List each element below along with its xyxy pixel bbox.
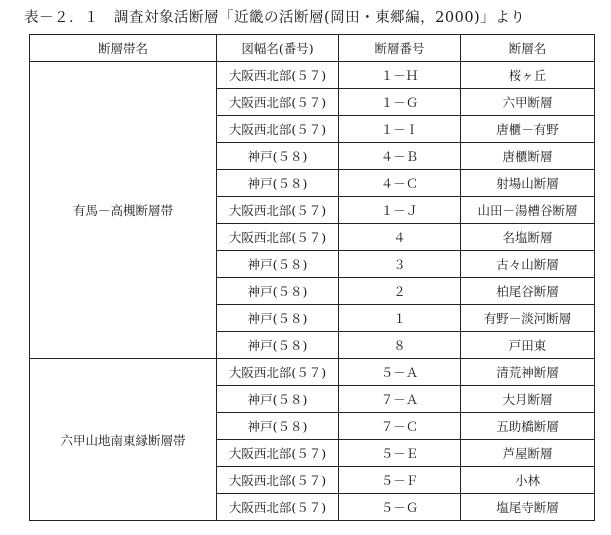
sheet-cell: 大阪西北部(５７) bbox=[217, 467, 339, 494]
fault-name-cell: 柏尾谷断層 bbox=[461, 278, 595, 305]
fault-number-cell: ３ bbox=[339, 251, 461, 278]
fault-number-cell: ５－Ａ bbox=[339, 359, 461, 386]
header-number: 断層番号 bbox=[339, 35, 461, 62]
sheet-cell: 大阪西北部(５７) bbox=[217, 224, 339, 251]
sheet-cell: 大阪西北部(５７) bbox=[217, 494, 339, 521]
fault-number-cell: ４ bbox=[339, 224, 461, 251]
fault-name-cell: 塩尾寺断層 bbox=[461, 494, 595, 521]
sheet-cell: 神戸(５８) bbox=[217, 251, 339, 278]
sheet-cell: 神戸(５８) bbox=[217, 143, 339, 170]
table-row bbox=[30, 359, 595, 386]
fault-name-cell: 古々山断層 bbox=[461, 251, 595, 278]
sheet-cell: 大阪西北部(５７) bbox=[217, 359, 339, 386]
fault-number-cell: ８ bbox=[339, 332, 461, 359]
fault-name-cell: 大月断層 bbox=[461, 386, 595, 413]
zone-name-cell: 有馬－高槻断層帯 bbox=[30, 62, 217, 359]
sheet-cell: 大阪西北部(５７) bbox=[217, 62, 339, 89]
fault-name-cell: 有野－淡河断層 bbox=[461, 305, 595, 332]
fault-name-cell: 唐櫃－有野 bbox=[461, 116, 595, 143]
fault-number-cell: ５－Ｆ bbox=[339, 467, 461, 494]
header-fault: 断層名 bbox=[461, 35, 595, 62]
zone-name-cell: 六甲山地南東縁断層帯 bbox=[30, 359, 217, 521]
fault-name-cell: 芦屋断層 bbox=[461, 440, 595, 467]
fault-name-cell: 六甲断層 bbox=[461, 89, 595, 116]
fault-number-cell: ５－Ｅ bbox=[339, 440, 461, 467]
fault-number-cell: １－Ｇ bbox=[339, 89, 461, 116]
sheet-cell: 大阪西北部(５７) bbox=[217, 89, 339, 116]
fault-number-cell: ７－Ｃ bbox=[339, 413, 461, 440]
fault-name-cell: 射場山断層 bbox=[461, 170, 595, 197]
fault-name-cell: 戸田東 bbox=[461, 332, 595, 359]
fault-name-cell: 清荒神断層 bbox=[461, 359, 595, 386]
header-row bbox=[30, 35, 595, 62]
sheet-cell: 神戸(５８) bbox=[217, 332, 339, 359]
table-row bbox=[30, 62, 595, 89]
header-zone: 断層帯名 bbox=[30, 35, 217, 62]
fault-number-cell: ７－Ａ bbox=[339, 386, 461, 413]
sheet-cell: 神戸(５８) bbox=[217, 386, 339, 413]
fault-name-cell: 小林 bbox=[461, 467, 595, 494]
table-caption: 表－２．１ 調査対象活断層「近畿の活断層(岡田・東郷編，2000)」より bbox=[24, 10, 526, 26]
fault-number-cell: ４－Ｃ bbox=[339, 170, 461, 197]
table-header bbox=[30, 35, 595, 62]
fault-number-cell: ２ bbox=[339, 278, 461, 305]
fault-name-cell: 唐櫃断層 bbox=[461, 143, 595, 170]
fault-number-cell: １－Ｈ bbox=[339, 62, 461, 89]
fault-name-cell: 桜ヶ丘 bbox=[461, 62, 595, 89]
fault-number-cell: ５－Ｇ bbox=[339, 494, 461, 521]
fault-number-cell: ４－Ｂ bbox=[339, 143, 461, 170]
fault-table bbox=[29, 34, 595, 521]
sheet-cell: 大阪西北部(５７) bbox=[217, 116, 339, 143]
sheet-cell: 神戸(５８) bbox=[217, 278, 339, 305]
fault-name-cell: 名塩断層 bbox=[461, 224, 595, 251]
table-body bbox=[30, 62, 595, 521]
fault-number-cell: １ bbox=[339, 305, 461, 332]
fault-number-cell: １－Ｉ bbox=[339, 116, 461, 143]
sheet-cell: 神戸(５８) bbox=[217, 413, 339, 440]
sheet-cell: 神戸(５８) bbox=[217, 170, 339, 197]
sheet-cell: 神戸(５８) bbox=[217, 305, 339, 332]
sheet-cell: 大阪西北部(５７) bbox=[217, 440, 339, 467]
fault-name-cell: 五助橋断層 bbox=[461, 413, 595, 440]
fault-name-cell: 山田－湯槽谷断層 bbox=[461, 197, 595, 224]
header-sheet: 図幅名(番号) bbox=[217, 35, 339, 62]
fault-number-cell: １－Ｊ bbox=[339, 197, 461, 224]
sheet-cell: 大阪西北部(５７) bbox=[217, 197, 339, 224]
